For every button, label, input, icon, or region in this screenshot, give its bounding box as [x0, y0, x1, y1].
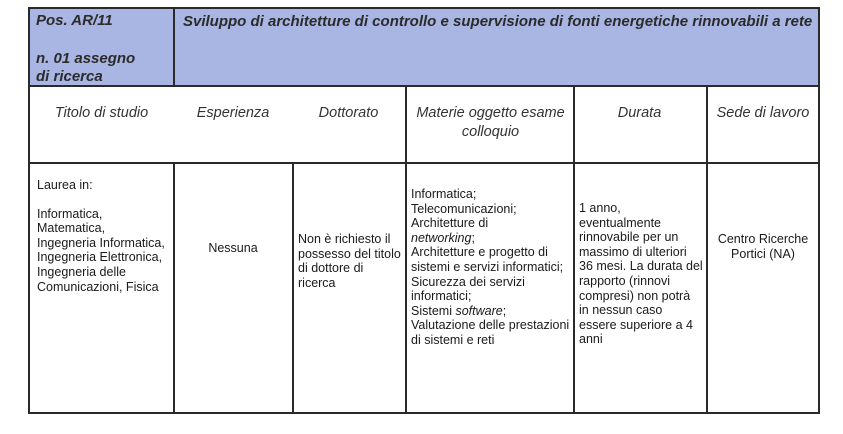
- materia-3: Architetture di: [411, 216, 489, 231]
- rule-col-4: [573, 85, 575, 414]
- rule-left: [28, 7, 30, 414]
- rule-top: [28, 7, 820, 9]
- column-header-durata: Durata: [617, 105, 662, 121]
- position-code-cell: [36, 12, 176, 86]
- materia-6-italic: software: [455, 303, 503, 318]
- rule-header-bottom: [28, 85, 820, 87]
- column-header-materie: Materie oggetto esame colloquio: [416, 105, 565, 140]
- rule-col-1: [173, 162, 175, 414]
- rule-header-split: [173, 7, 175, 86]
- materia-6: Sistemi: [411, 303, 456, 318]
- materia-5: Sicurezza dei servizi informatici;: [411, 274, 525, 304]
- header-band: [28, 7, 818, 86]
- rule-col-2: [292, 162, 294, 414]
- rule-bottom: [28, 412, 820, 414]
- materia-2: Telecomunicazioni;: [411, 201, 517, 216]
- titolo-list: Informatica, Matematica, Ingegneria Informatica, Ingegneria Elettronica, Ingegneria delle Comunicazioni, Fisica: [37, 206, 165, 294]
- job-position-table: [28, 7, 820, 414]
- titolo-cell: [37, 178, 167, 294]
- position-title: Sviluppo di architetture di controllo e supervisione di fonti energetiche rinnovabili a rete: [183, 13, 813, 30]
- esperienza-cell: Nessuna: [208, 241, 258, 255]
- sede-cell: Centro Ricerche Portici (NA): [717, 232, 809, 261]
- column-header-dottorato: Dottorato: [318, 105, 379, 121]
- materia-1: Informatica;: [411, 187, 477, 201]
- position-code: Pos. AR/11: [36, 12, 113, 29]
- materia-3-end: ;: [471, 230, 475, 245]
- durata-cell: 1 anno, eventualmente rinnovabile per un massimo di ulteriori 36 mesi. La durata del rapporto (rinnovi compresi) non potrà in nessun caso essere superiore a 4 anni: [579, 201, 703, 347]
- dottorato-cell: Non è richiesto il possesso del titolo di dottore di ricerca: [298, 232, 401, 290]
- materia-4: Architetture e progetto di sistemi e servizi informatici;: [411, 245, 564, 274]
- column-header-esperienza: Esperienza: [196, 105, 270, 121]
- rule-right: [818, 7, 820, 414]
- column-header-titolo: Titolo di studio: [54, 105, 149, 121]
- column-header-sede: Sede di lavoro: [716, 105, 810, 121]
- assegno-line-2: di ricerca: [36, 68, 103, 85]
- rule-colhead-bottom: [28, 162, 820, 164]
- assegno-line-1: n. 01 assegno: [36, 50, 136, 67]
- materia-3-italic: networking: [411, 230, 472, 245]
- rule-col-5: [706, 85, 708, 414]
- rule-col-3: [405, 85, 407, 414]
- materia-6-end: ;: [502, 303, 507, 318]
- materia-7: Valutazione delle prestazioni di sistemi e reti: [411, 318, 570, 347]
- titolo-intro: Laurea in:: [37, 178, 93, 192]
- materie-cell: [411, 187, 571, 348]
